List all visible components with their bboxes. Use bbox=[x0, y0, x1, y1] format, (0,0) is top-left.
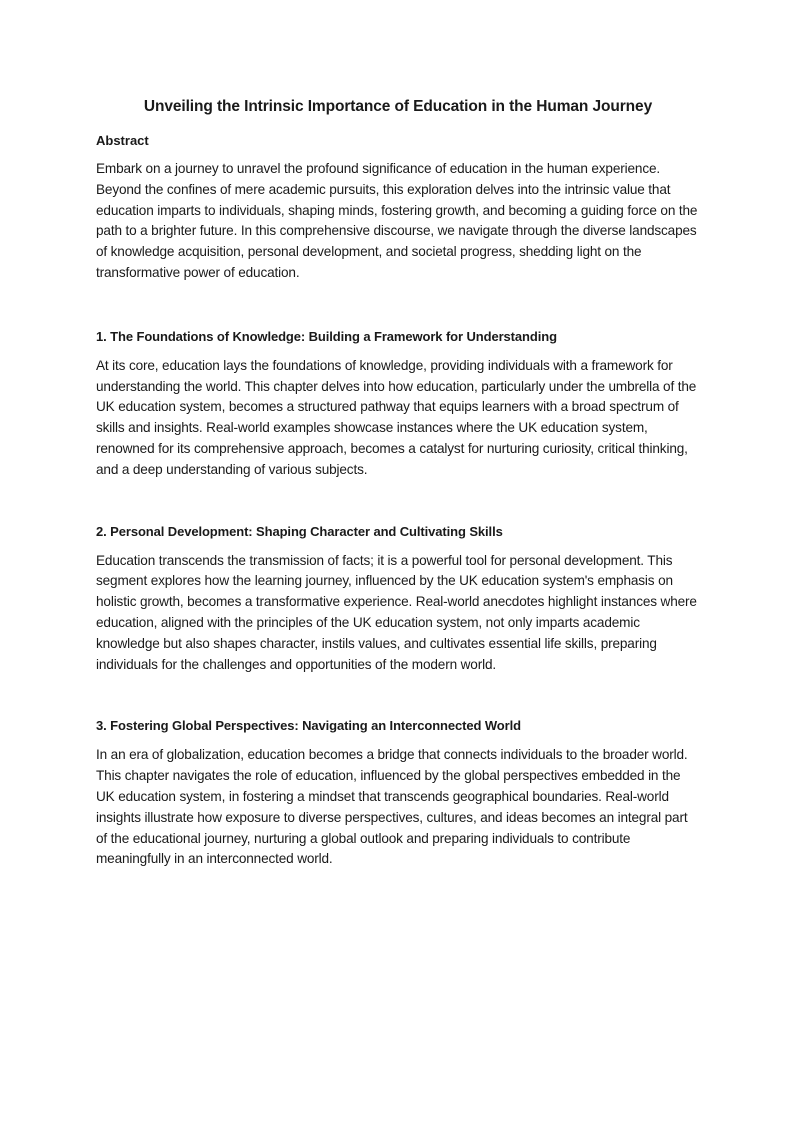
section-heading: 3. Fostering Global Perspectives: Navigating an Interconnected World bbox=[96, 718, 521, 734]
section-text: In an era of globalization, education becomes a bridge that connects individuals to the broader world. This chapter navigates the role of education, influenced by the global perspectives embedded in the UK education system, in fostering a mindset that transcends geographical boundaries. Real-world insights illustrate how exposure to diverse perspectives, cultures, and ideas becomes an integral part of the educational journey, nurturing a global outlook and preparing individuals to contribute meaningfully in an interconnected world. bbox=[96, 747, 688, 867]
section-text: At its core, education lays the foundations of knowledge, providing individuals with a framework for understanding the world. This chapter delves into how education, particularly under the umbrella of the UK education system, becomes a structured pathway that equips learners with a broad spectrum of skills and insights. Real-world examples showcase instances where the UK education system, renowned for its comprehensive approach, becomes a catalyst for nurturing curiosity, critical thinking, and a deep understanding of various subjects. bbox=[96, 357, 697, 477]
section-foundations-of-knowledge bbox=[96, 328, 700, 481]
abstract-heading: Abstract bbox=[96, 133, 149, 148]
section-personal-development bbox=[96, 523, 700, 676]
document-title: Unveiling the Intrinsic Importance of Education in the Human Journey bbox=[143, 98, 653, 115]
document-page bbox=[96, 96, 700, 870]
abstract-section bbox=[96, 132, 700, 284]
section-global-perspectives bbox=[96, 717, 700, 870]
section-heading: 1. The Foundations of Knowledge: Building a Framework for Understanding bbox=[96, 328, 557, 344]
section-heading: 2. Personal Development: Shaping Character and Cultivating Skills bbox=[96, 523, 503, 539]
section-text: Education transcends the transmission of facts; it is a powerful tool for personal development. This segment explores how the learning journey, influenced by the UK education system's emphasis on holistic growth, becomes a transformative experience. Real-world anecdotes highlight instances where education, aligned with the principles of the UK education system, not only imparts academic knowledge but also shapes character, instils values, and cultivates essential life skills, preparing individuals for the challenges and opportunities of the modern world. bbox=[96, 552, 697, 672]
abstract-text: Embark on a journey to unravel the profound significance of education in the human experience. Beyond the confines of mere academic pursuits, this exploration delves into the intrinsic value that education imparts to individuals, shaping minds, fostering growth, and becoming a guiding force on the path to a brighter future. In this comprehensive discourse, we navigate through the diverse landscapes of knowledge acquisition, personal development, and societal progress, shedding light on the transformative power of education. bbox=[96, 161, 698, 280]
